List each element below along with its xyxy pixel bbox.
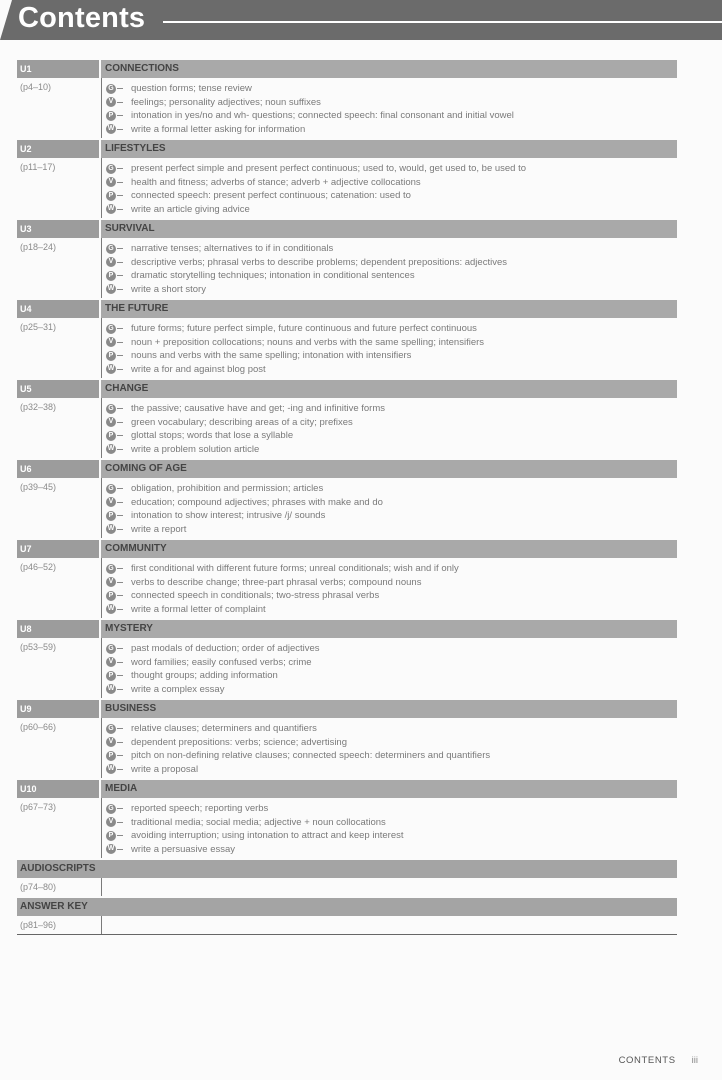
unit-items xyxy=(101,478,677,538)
badge-dash xyxy=(117,662,123,663)
item-text: write a for and against blog post xyxy=(131,363,266,375)
unit-code: U9 xyxy=(17,700,99,718)
item-text: intonation in yes/no and wh- questions; connected speech: final consonant and initial vowel xyxy=(131,110,514,122)
item-text: intonation to show interest; intrusive /j/ sounds xyxy=(131,510,326,522)
unit-items xyxy=(101,78,677,138)
badge-v-icon: V xyxy=(106,497,116,507)
list-item xyxy=(106,203,677,217)
list-item xyxy=(106,509,677,523)
badge-g-icon: G xyxy=(106,244,116,254)
item-text: health and fitness; adverbs of stance; adverb + adjective collocations xyxy=(131,176,421,188)
footer-label: CONTENTS xyxy=(618,1055,676,1066)
badge-dash xyxy=(117,275,123,276)
item-text: write a problem solution article xyxy=(131,443,260,455)
unit-title: COMMUNITY xyxy=(101,540,677,558)
badge-v-icon: V xyxy=(106,177,116,187)
badge-w-icon: W xyxy=(107,205,115,213)
list-item xyxy=(106,416,677,430)
unit-items xyxy=(101,558,677,618)
item-text: green vocabulary; describing areas of a city; prefixes xyxy=(131,416,353,428)
list-item xyxy=(106,349,677,363)
item-text: traditional media; social media; adjective + noun collocations xyxy=(131,816,386,828)
item-text: thought groups; adding information xyxy=(131,670,278,682)
list-item xyxy=(106,189,677,203)
badge-dash xyxy=(117,435,123,436)
unit-body xyxy=(17,158,677,218)
badge-g-icon: G xyxy=(106,644,116,654)
list-item xyxy=(106,523,677,537)
unit-body xyxy=(17,798,677,858)
badge-dash xyxy=(117,422,123,423)
item-text: avoiding interruption; using intonation to attract and keep interest xyxy=(131,830,404,842)
list-item xyxy=(106,242,677,256)
page-title: Contents xyxy=(18,2,146,34)
unit-title: SURVIVAL xyxy=(101,220,677,238)
unit-pages: (p18–24) xyxy=(20,242,57,252)
section-header: ANSWER KEY xyxy=(17,898,677,916)
badge-dash xyxy=(117,355,123,356)
unit-title: LIFESTYLES xyxy=(101,140,677,158)
badge-dash xyxy=(117,728,123,729)
badge-dash xyxy=(117,449,123,450)
list-item xyxy=(106,562,677,576)
unit-body xyxy=(17,718,677,778)
item-text: glottal stops; words that lose a syllable xyxy=(131,430,294,442)
list-item xyxy=(106,336,677,350)
badge-dash xyxy=(117,102,123,103)
badge-w-icon: W xyxy=(107,765,115,773)
unit-header xyxy=(17,700,677,718)
badge-dash xyxy=(117,648,123,649)
badge-p-icon: P xyxy=(106,591,116,601)
item-text: write a proposal xyxy=(131,763,199,775)
unit-code: U2 xyxy=(17,140,99,158)
badge-v-icon: V xyxy=(106,737,116,747)
unit-items xyxy=(101,238,677,298)
item-text: narrative tenses; alternatives to if in conditionals xyxy=(131,243,334,255)
item-text: write a short story xyxy=(131,283,206,295)
badge-dash xyxy=(117,609,123,610)
item-text: obligation, prohibition and permission; articles xyxy=(131,483,324,495)
list-item xyxy=(106,642,677,656)
badge-dash xyxy=(117,129,123,130)
unit-header xyxy=(17,620,677,638)
unit-code: U4 xyxy=(17,300,99,318)
list-item xyxy=(106,363,677,377)
badge-dash xyxy=(117,115,123,116)
unit-items xyxy=(101,798,677,858)
badge-dash xyxy=(117,182,123,183)
list-item xyxy=(106,162,677,176)
section-items xyxy=(101,916,677,934)
list-item xyxy=(106,176,677,190)
badge-w-icon: W xyxy=(107,685,115,693)
item-text: question forms; tense review xyxy=(131,83,252,95)
badge-dash xyxy=(117,515,123,516)
list-item xyxy=(106,96,677,110)
list-item xyxy=(106,576,677,590)
badge-p-icon: P xyxy=(106,191,116,201)
badge-p-icon: P xyxy=(106,271,116,281)
list-item xyxy=(106,429,677,443)
badge-v-icon: V xyxy=(106,417,116,427)
list-item xyxy=(106,683,677,697)
page-number: iii xyxy=(691,1055,698,1066)
section-body xyxy=(17,878,677,896)
unit-header xyxy=(17,300,677,318)
unit-body xyxy=(17,398,677,458)
unit-body xyxy=(17,558,677,618)
unit-code: U8 xyxy=(17,620,99,638)
badge-dash xyxy=(117,742,123,743)
section-items xyxy=(101,878,677,896)
unit-pages: (p60–66) xyxy=(20,722,57,732)
badge-dash xyxy=(117,689,123,690)
page-header xyxy=(0,0,722,40)
badge-v-icon: V xyxy=(106,577,116,587)
list-item xyxy=(106,402,677,416)
header-corner-cut xyxy=(0,0,12,40)
badge-g-icon: G xyxy=(106,164,116,174)
unit-body xyxy=(17,478,677,538)
item-text: feelings; personality adjectives; noun suffixes xyxy=(131,96,321,108)
item-text: verbs to describe change; three-part phrasal verbs; compound nouns xyxy=(131,576,422,588)
unit-title: MYSTERY xyxy=(101,620,677,638)
unit-code: U7 xyxy=(17,540,99,558)
item-text: relative clauses; determiners and quantifiers xyxy=(131,723,317,735)
item-text: future forms; future perfect simple, future continuous and future perfect continuous xyxy=(131,323,477,335)
badge-p-icon: P xyxy=(106,671,116,681)
badge-dash xyxy=(117,408,123,409)
item-text: the passive; causative have and get; -ing and infinitive forms xyxy=(131,403,386,415)
list-item xyxy=(106,656,677,670)
list-item xyxy=(106,749,677,763)
badge-g-icon: G xyxy=(106,84,116,94)
unit-code: U6 xyxy=(17,460,99,478)
unit-header xyxy=(17,460,677,478)
item-text: noun + preposition collocations; nouns and verbs with the same spelling; intensifiers xyxy=(131,336,485,348)
badge-w-icon: W xyxy=(107,125,115,133)
unit-pages: (p4–10) xyxy=(20,82,52,92)
unit-title: THE FUTURE xyxy=(101,300,677,318)
badge-dash xyxy=(117,755,123,756)
badge-w-icon: W xyxy=(107,605,115,613)
unit-body xyxy=(17,638,677,698)
badge-dash xyxy=(117,195,123,196)
item-text: write a complex essay xyxy=(131,683,225,695)
badge-dash xyxy=(117,328,123,329)
list-item xyxy=(106,603,677,617)
badge-dash xyxy=(117,289,123,290)
list-item xyxy=(106,269,677,283)
badge-dash xyxy=(117,262,123,263)
unit-code: U3 xyxy=(17,220,99,238)
unit-body xyxy=(17,238,677,298)
unit-pages: (p53–59) xyxy=(20,642,57,652)
badge-w-icon: W xyxy=(107,365,115,373)
badge-dash xyxy=(117,835,123,836)
unit-code: U1 xyxy=(17,60,99,78)
badge-dash xyxy=(117,502,123,503)
badge-p-icon: P xyxy=(106,351,116,361)
badge-dash xyxy=(117,582,123,583)
list-item xyxy=(106,443,677,457)
item-text: pitch on non-defining relative clauses; connected speech: determiners and quantifiers xyxy=(131,750,491,762)
item-text: write a formal letter of complaint xyxy=(131,603,266,615)
badge-g-icon: G xyxy=(106,484,116,494)
item-text: past modals of deduction; order of adjectives xyxy=(131,643,320,655)
badge-dash xyxy=(117,675,123,676)
unit-title: CHANGE xyxy=(101,380,677,398)
item-text: dependent prepositions: verbs; science; advertising xyxy=(131,736,347,748)
badge-v-icon: V xyxy=(106,97,116,107)
badge-dash xyxy=(117,808,123,809)
badge-g-icon: G xyxy=(106,324,116,334)
badge-p-icon: P xyxy=(106,431,116,441)
unit-items xyxy=(101,158,677,218)
section-pages: (p81–96) xyxy=(20,920,57,930)
item-text: present perfect simple and present perfect continuous; used to, would, get used to, be used to xyxy=(131,163,527,175)
item-text: connected speech in conditionals; two-stress phrasal verbs xyxy=(131,590,380,602)
item-text: write a persuasive essay xyxy=(131,843,236,855)
badge-v-icon: V xyxy=(106,657,116,667)
unit-items xyxy=(101,398,677,458)
unit-header xyxy=(17,540,677,558)
badge-dash xyxy=(117,568,123,569)
unit-items xyxy=(101,718,677,778)
badge-dash xyxy=(117,769,123,770)
badge-w-icon: W xyxy=(107,845,115,853)
list-item xyxy=(106,589,677,603)
item-text: descriptive verbs; phrasal verbs to describe problems; dependent prepositions: adjectives xyxy=(131,256,507,268)
list-item xyxy=(106,256,677,270)
badge-dash xyxy=(117,488,123,489)
list-item xyxy=(106,123,677,137)
badge-dash xyxy=(117,595,123,596)
list-item xyxy=(106,669,677,683)
unit-pages: (p25–31) xyxy=(20,322,57,332)
unit-pages: (p67–73) xyxy=(20,802,57,812)
badge-dash xyxy=(117,209,123,210)
section-header: AUDIOSCRIPTS xyxy=(17,860,677,878)
badge-p-icon: P xyxy=(106,111,116,121)
unit-header xyxy=(17,140,677,158)
item-text: write a formal letter asking for information xyxy=(131,123,306,135)
list-item xyxy=(106,482,677,496)
item-text: write a report xyxy=(131,523,187,535)
badge-v-icon: V xyxy=(106,817,116,827)
unit-header xyxy=(17,60,677,78)
badge-dash xyxy=(117,248,123,249)
list-item xyxy=(106,829,677,843)
badge-p-icon: P xyxy=(106,831,116,841)
list-item xyxy=(106,109,677,123)
unit-code: U10 xyxy=(17,780,99,798)
list-item xyxy=(106,82,677,96)
table-of-contents xyxy=(17,60,677,935)
section-pages: (p74–80) xyxy=(20,882,57,892)
unit-title: CONNECTIONS xyxy=(101,60,677,78)
badge-g-icon: G xyxy=(106,804,116,814)
bottom-rule xyxy=(17,934,677,935)
unit-code: U5 xyxy=(17,380,99,398)
list-item xyxy=(106,322,677,336)
badge-dash xyxy=(117,529,123,530)
badge-w-icon: W xyxy=(107,285,115,293)
badge-g-icon: G xyxy=(106,564,116,574)
title-rule xyxy=(163,21,722,23)
unit-body xyxy=(17,78,677,138)
item-text: dramatic storytelling techniques; intonation in conditional sentences xyxy=(131,270,415,282)
item-text: nouns and verbs with the same spelling; intonation with intensifiers xyxy=(131,350,412,362)
item-text: education; compound adjectives; phrases with make and do xyxy=(131,496,383,508)
item-text: write an article giving advice xyxy=(131,203,250,215)
badge-p-icon: P xyxy=(106,751,116,761)
badge-v-icon: V xyxy=(106,257,116,267)
badge-dash xyxy=(117,168,123,169)
badge-dash xyxy=(117,342,123,343)
unit-title: MEDIA xyxy=(101,780,677,798)
badge-w-icon: W xyxy=(107,445,115,453)
unit-pages: (p11–17) xyxy=(20,162,56,172)
list-item xyxy=(106,283,677,297)
unit-header xyxy=(17,380,677,398)
list-item xyxy=(106,816,677,830)
unit-header xyxy=(17,220,677,238)
badge-p-icon: P xyxy=(106,511,116,521)
item-text: reported speech; reporting verbs xyxy=(131,803,269,815)
badge-dash xyxy=(117,849,123,850)
badge-w-icon: W xyxy=(107,525,115,533)
unit-header xyxy=(17,780,677,798)
unit-items xyxy=(101,638,677,698)
item-text: first conditional with different future forms; unreal conditionals; wish and if only xyxy=(131,563,459,575)
page-footer xyxy=(619,1055,698,1066)
badge-v-icon: V xyxy=(106,337,116,347)
badge-dash xyxy=(117,822,123,823)
unit-pages: (p46–52) xyxy=(20,562,57,572)
unit-pages: (p32–38) xyxy=(20,402,57,412)
list-item xyxy=(106,763,677,777)
list-item xyxy=(106,802,677,816)
unit-items xyxy=(101,318,677,378)
unit-pages: (p39–45) xyxy=(20,482,57,492)
list-item xyxy=(106,496,677,510)
item-text: connected speech: present perfect continuous; catenation: used to xyxy=(131,190,411,202)
badge-dash xyxy=(117,88,123,89)
unit-body xyxy=(17,318,677,378)
badge-g-icon: G xyxy=(106,404,116,414)
list-item xyxy=(106,736,677,750)
badge-g-icon: G xyxy=(106,724,116,734)
unit-title: BUSINESS xyxy=(101,700,677,718)
section-body xyxy=(17,916,677,934)
unit-title: COMING OF AGE xyxy=(101,460,677,478)
item-text: word families; easily confused verbs; crime xyxy=(131,656,312,668)
list-item xyxy=(106,722,677,736)
badge-dash xyxy=(117,369,123,370)
list-item xyxy=(106,843,677,857)
